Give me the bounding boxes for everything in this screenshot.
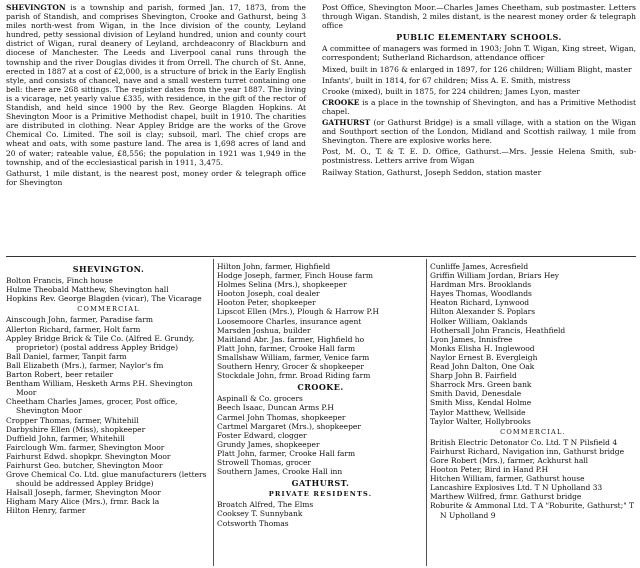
directory-entry: Griffin William Jordan, Briars Hey	[430, 271, 560, 281]
directory-entry: Lyon James, Innisfree	[430, 334, 513, 344]
shevington-commercial-heading: COMMERCIAL	[77, 305, 140, 314]
gathurst-private-cont-list	[430, 262, 636, 426]
crooke-dir-heading: CROOKE.	[297, 382, 344, 393]
shevington-private-list	[6, 276, 211, 303]
directory-entry: Holmes Selina (Mrs.), shopkeeper	[217, 280, 347, 290]
directory-entry: Roburite & Ammonal Ltd. T A "Roburite, Gathurst;" T N Upholland 9	[430, 501, 635, 520]
directory-entry: Fairhurst Richard, Navigation inn, Gathurst bridge	[430, 446, 625, 456]
directory-entry: Grove Chemical Co. Ltd. glue manufacturers (letters should be addressed Appley Bridge)	[6, 470, 207, 489]
directory-entry: Naylor Ernest B. Evergleigh	[430, 352, 538, 362]
directory-entry: Fairhurst Geo. butcher, Shevington Moor	[6, 460, 163, 470]
directory-entry: Hooton Joseph, coal dealer	[217, 289, 320, 299]
shevington-dir-heading: SHEVINGTON.	[72, 264, 145, 274]
directory-entry: Hothersall John Francis, Heathfield	[430, 325, 566, 335]
directory-entry: Strowell Thomas, grocer	[217, 457, 311, 467]
gathurst-station: Railway Station, Gathurst, Joseph Seddon, station master	[322, 167, 542, 177]
directory-entry: Cartmel Margaret (Mrs.), shopkeeper	[217, 421, 361, 431]
directory-entry: Grundy James, shopkeeper	[217, 439, 320, 449]
gathurst-paragraph	[322, 118, 636, 145]
directory-entry: Cheetham Charles James, grocer, Post office, Shevington Moor	[6, 397, 178, 416]
directory-entry: Fairclough Wm. farmer, Shevington Moor	[6, 442, 165, 452]
column-divider-2	[426, 259, 427, 566]
schools-mixed: Mixed, built in 1876 & enlarged in 1897, for 126 children; William Blight, master	[322, 64, 632, 74]
directory-entry: Cunliffe James, Acresfield	[430, 262, 529, 271]
directory-entry: Hayes Thomas, Woodlands	[430, 289, 532, 299]
directory-entry: Beech Isaac, Duncan Arms P.H	[217, 403, 334, 413]
directory-entry: Bolton Francis, Finch house	[6, 276, 113, 286]
directory-entry: British Electric Detonator Co. Ltd. T N Pilsfield 4	[430, 437, 618, 447]
directory-entry: Fairhurst Edwd. shopkpr. Shevington Moor	[6, 451, 171, 461]
directory-entry: Hooton Peter, Bird in Hand P.H	[430, 465, 549, 475]
directory-entry: Hardman Mrs. Brooklands	[430, 280, 532, 290]
shevington-commercial-cont-list	[217, 262, 424, 380]
gathurst-commercial-heading: COMMERCIAL.	[500, 427, 566, 436]
directory-entry: Hitchen William, farmer, Gathurst house	[430, 474, 585, 484]
directory-entry: Allerton Richard, farmer, Holt farm	[6, 324, 141, 334]
directory-entry: Hopkins Rev. George Blagden (vicar), The Vicarage	[6, 294, 202, 304]
crooke-name: CROOKE	[322, 97, 360, 107]
directory-column-3	[430, 262, 636, 520]
directory-entry: Gore Robert (Mrs.), farmer, Ackhurst hall	[430, 455, 589, 465]
directory-entry: Bentham William, Hesketh Arms P.H. Shevington Moor	[6, 379, 193, 398]
section-divider	[6, 256, 636, 257]
crooke-text: is a place in the township of Shevington, and has a Primitive Methodist chapel.	[322, 97, 636, 116]
directory-entry: Ball Elizabeth (Mrs.), farmer, Naylor's fm	[6, 360, 164, 370]
directory-entry: Cooksey T. Sunnybank	[217, 509, 303, 519]
directory-entry: Sharrock Mrs. Green bank	[430, 380, 532, 390]
directory-entry: Smith David, Denesdale	[430, 389, 522, 399]
directory-entry: Loosemoore Charles, insurance agent	[217, 316, 362, 326]
directory-entry: Broatch Alfred, The Elms	[217, 500, 314, 510]
schools-heading: PUBLIC ELEMENTARY SCHOOLS.	[396, 32, 562, 43]
directory-entry: Marthew Wilfred, frmr. Gathurst bridge	[430, 492, 582, 502]
directory-entry: Taylor Matthew, Wellside	[430, 407, 526, 417]
directory-entry: Taylor Walter, Hollybrooks	[430, 416, 531, 426]
directory-entry: Cotsworth Thomas	[217, 518, 289, 528]
directory-entry: Hilton John, farmer, Highfield	[217, 262, 331, 271]
shevington-name: SHEVINGTON	[6, 3, 66, 12]
directory-entry: Platt John, farmer, Crooke Hall farm	[217, 448, 356, 458]
schools-crooke: Crooke (mixed), built in 1875, for 224 children; James Lyon, master	[322, 86, 580, 96]
schools-infants: Infants', built in 1814, for 67 children; Miss A. E. Smith, mistress	[322, 75, 571, 85]
shevington-paragraph	[6, 3, 306, 167]
directory-entry: Hulme Theobald Matthew, Shevington hall	[6, 285, 169, 295]
directory-column-1	[6, 262, 211, 516]
directory-entry: Southern James, Crooke Hall inn	[217, 467, 343, 477]
shevington-commercial-list	[6, 315, 211, 515]
directory-entry: Heaton Richard, Lynwood	[430, 298, 530, 308]
shevington-text: is a township and parish, formed Jan. 17, 1873, from the parish of Standish, and comprises Shevington, Crooke and Gathurst, being 3 miles north-west from Wigan, in the Ince division of the county, Leyland hundred, petty sessional division of Leyland hundred, union and county court district of Wigan, rural deanery of Leyland, archdeaconry of Blackburn and diocese of Manchester. The Leeds and Liverpool canal runs through the township and the river Douglas divides it from Orrell. The church of St. Anne, erected in 1887 at a cost of £2,000, is a structure of brick in the Early English style, and consists of chancel, nave and a small western turret containing one bell: there are 268 sittings. The register dates from the year 1887. The living is a vicarage, net yearly value £335, with residence, in the gift of the rector of Standish, and held since 1900 by the Rev. George Blagden Hopkins. At Shevington Moor is a Primitive Methodist chapel, built in 1910. The charities are distributed in clothing. Near Appley Bridge are the works of the Grove Chemical Co. Limited. The soil is clay; subsoil, marl. The chief crops are wheat and oats, with some pasture land. The area is 1,698 acres of land and 20 of water; rateable value, £8,556; the population in 1921 was 1,949 in the township, and of the ecclesiastical parish in 1911, 3,475.	[6, 3, 306, 167]
directory-entry: Read John Dalton, One Oak	[430, 362, 535, 372]
directory-entry: Barton Robert, beer retailer	[6, 370, 114, 380]
directory-entry: Sharp John B. Fairfield	[430, 371, 517, 381]
directory-entry: Monks Elisha H. Inglewood	[430, 343, 535, 353]
directory-entry: Carmel John Thomas, shopkeeper	[217, 412, 346, 422]
crooke-paragraph	[322, 98, 636, 116]
gathurst-private-list	[217, 500, 424, 527]
schools-committee: A committee of managers was formed in 1903; John T. Wigan, King street, Wigan, correspondent; Sutherland Richardson, attendance officer	[322, 44, 636, 63]
shevington-postal-note: Gathurst, 1 mile distant, is the nearest post, money order & telegraph office for Shevington	[6, 168, 306, 187]
directory-entry: Marsden Joshua, builder	[217, 325, 311, 335]
directory-entry: Southern Henry, Grocer & shopkeeper	[217, 362, 364, 372]
directory-entry: Aspinall & Co. grocers	[217, 394, 303, 404]
directory-entry: Stockdale John, frmr. Broad Riding farm	[217, 371, 371, 381]
gathurst-commercial-list	[430, 438, 636, 520]
directory-entry: Hodge Joseph, farmer, Finch House farm	[217, 271, 373, 281]
directory-entry: Holker William, Oaklands	[430, 316, 528, 326]
gathurst-post-office: Post, M. O., T. & T. E. D. Office, Gathurst.—Mrs. Jessie Helena Smith, sub-postmistress. Letters arrive from Wigan	[322, 147, 636, 166]
gathurst-private-heading: PRIVATE RESIDENTS.	[268, 490, 373, 499]
directory-entry: Higham Mary Alice (Mrs.), frmr. Back la	[6, 497, 160, 507]
gathurst-text: (or Gathurst Bridge) is a small village, with a station on the Wigan and Southport section of the London, Midland and Scottish railway, 1 mile from Shevington. There are explosive works here.	[322, 118, 636, 146]
gathurst-dir-heading: GATHURST.	[291, 478, 350, 489]
directory-entry: Smallshaw William, farmer, Venice farm	[217, 352, 370, 362]
gathurst-name: GATHURST	[322, 118, 371, 128]
directory-entry: Duffield John, farmer, Whitehill	[6, 433, 125, 443]
directory-entry: Smith Miss, Kendal Holme	[430, 398, 532, 408]
right-description	[322, 3, 636, 179]
directory-entry: Ainscough John, farmer, Paradise farm	[6, 315, 153, 325]
directory-entry: Foster Edward, clogger	[217, 430, 307, 440]
directory-entry: Lipscot Ellen (Mrs.), Plough & Harrow P.H	[217, 307, 380, 317]
shevington-description	[6, 3, 306, 189]
directory-entry: Hilton Alexander S. Poplars	[430, 307, 536, 317]
directory-entry: Maitland Abr. Jas. farmer, Highfield ho	[217, 334, 365, 344]
directory-entry: Lancashire Explosives Ltd. T N Upholland 33	[430, 483, 603, 493]
directory-entry: Darbyshire Ellen (Miss), shopkeeper	[6, 424, 146, 434]
directory-entry: Hilton Henry, farmer	[6, 506, 86, 516]
directory-entry: Platt John, farmer, Crooke Hall farm	[217, 343, 356, 353]
post-office-note: Post Office, Shevington Moor.—Charles James Cheetham, sub postmaster. Letters through Wigan. Standish, 2 miles distant, is the nearest money order & telegraph office	[322, 3, 636, 31]
directory-column-2	[217, 262, 424, 528]
directory-entry: Ball Daniel, farmer, Tanpit farm	[6, 351, 127, 361]
directory-entry: Cropper Thomas, farmer, Whitehill	[6, 415, 139, 425]
column-divider-1	[213, 259, 214, 566]
crooke-list	[217, 394, 424, 476]
directory-entry: Halsall Joseph, farmer, Shevington Moor	[6, 488, 161, 498]
directory-entry: Appley Bridge Brick & Tile Co. (Alfred E. Grundy, proprietor) (postal address Appley Bridge)	[6, 333, 195, 352]
directory-entry: Hooton Peter, shopkeeper	[217, 298, 316, 308]
